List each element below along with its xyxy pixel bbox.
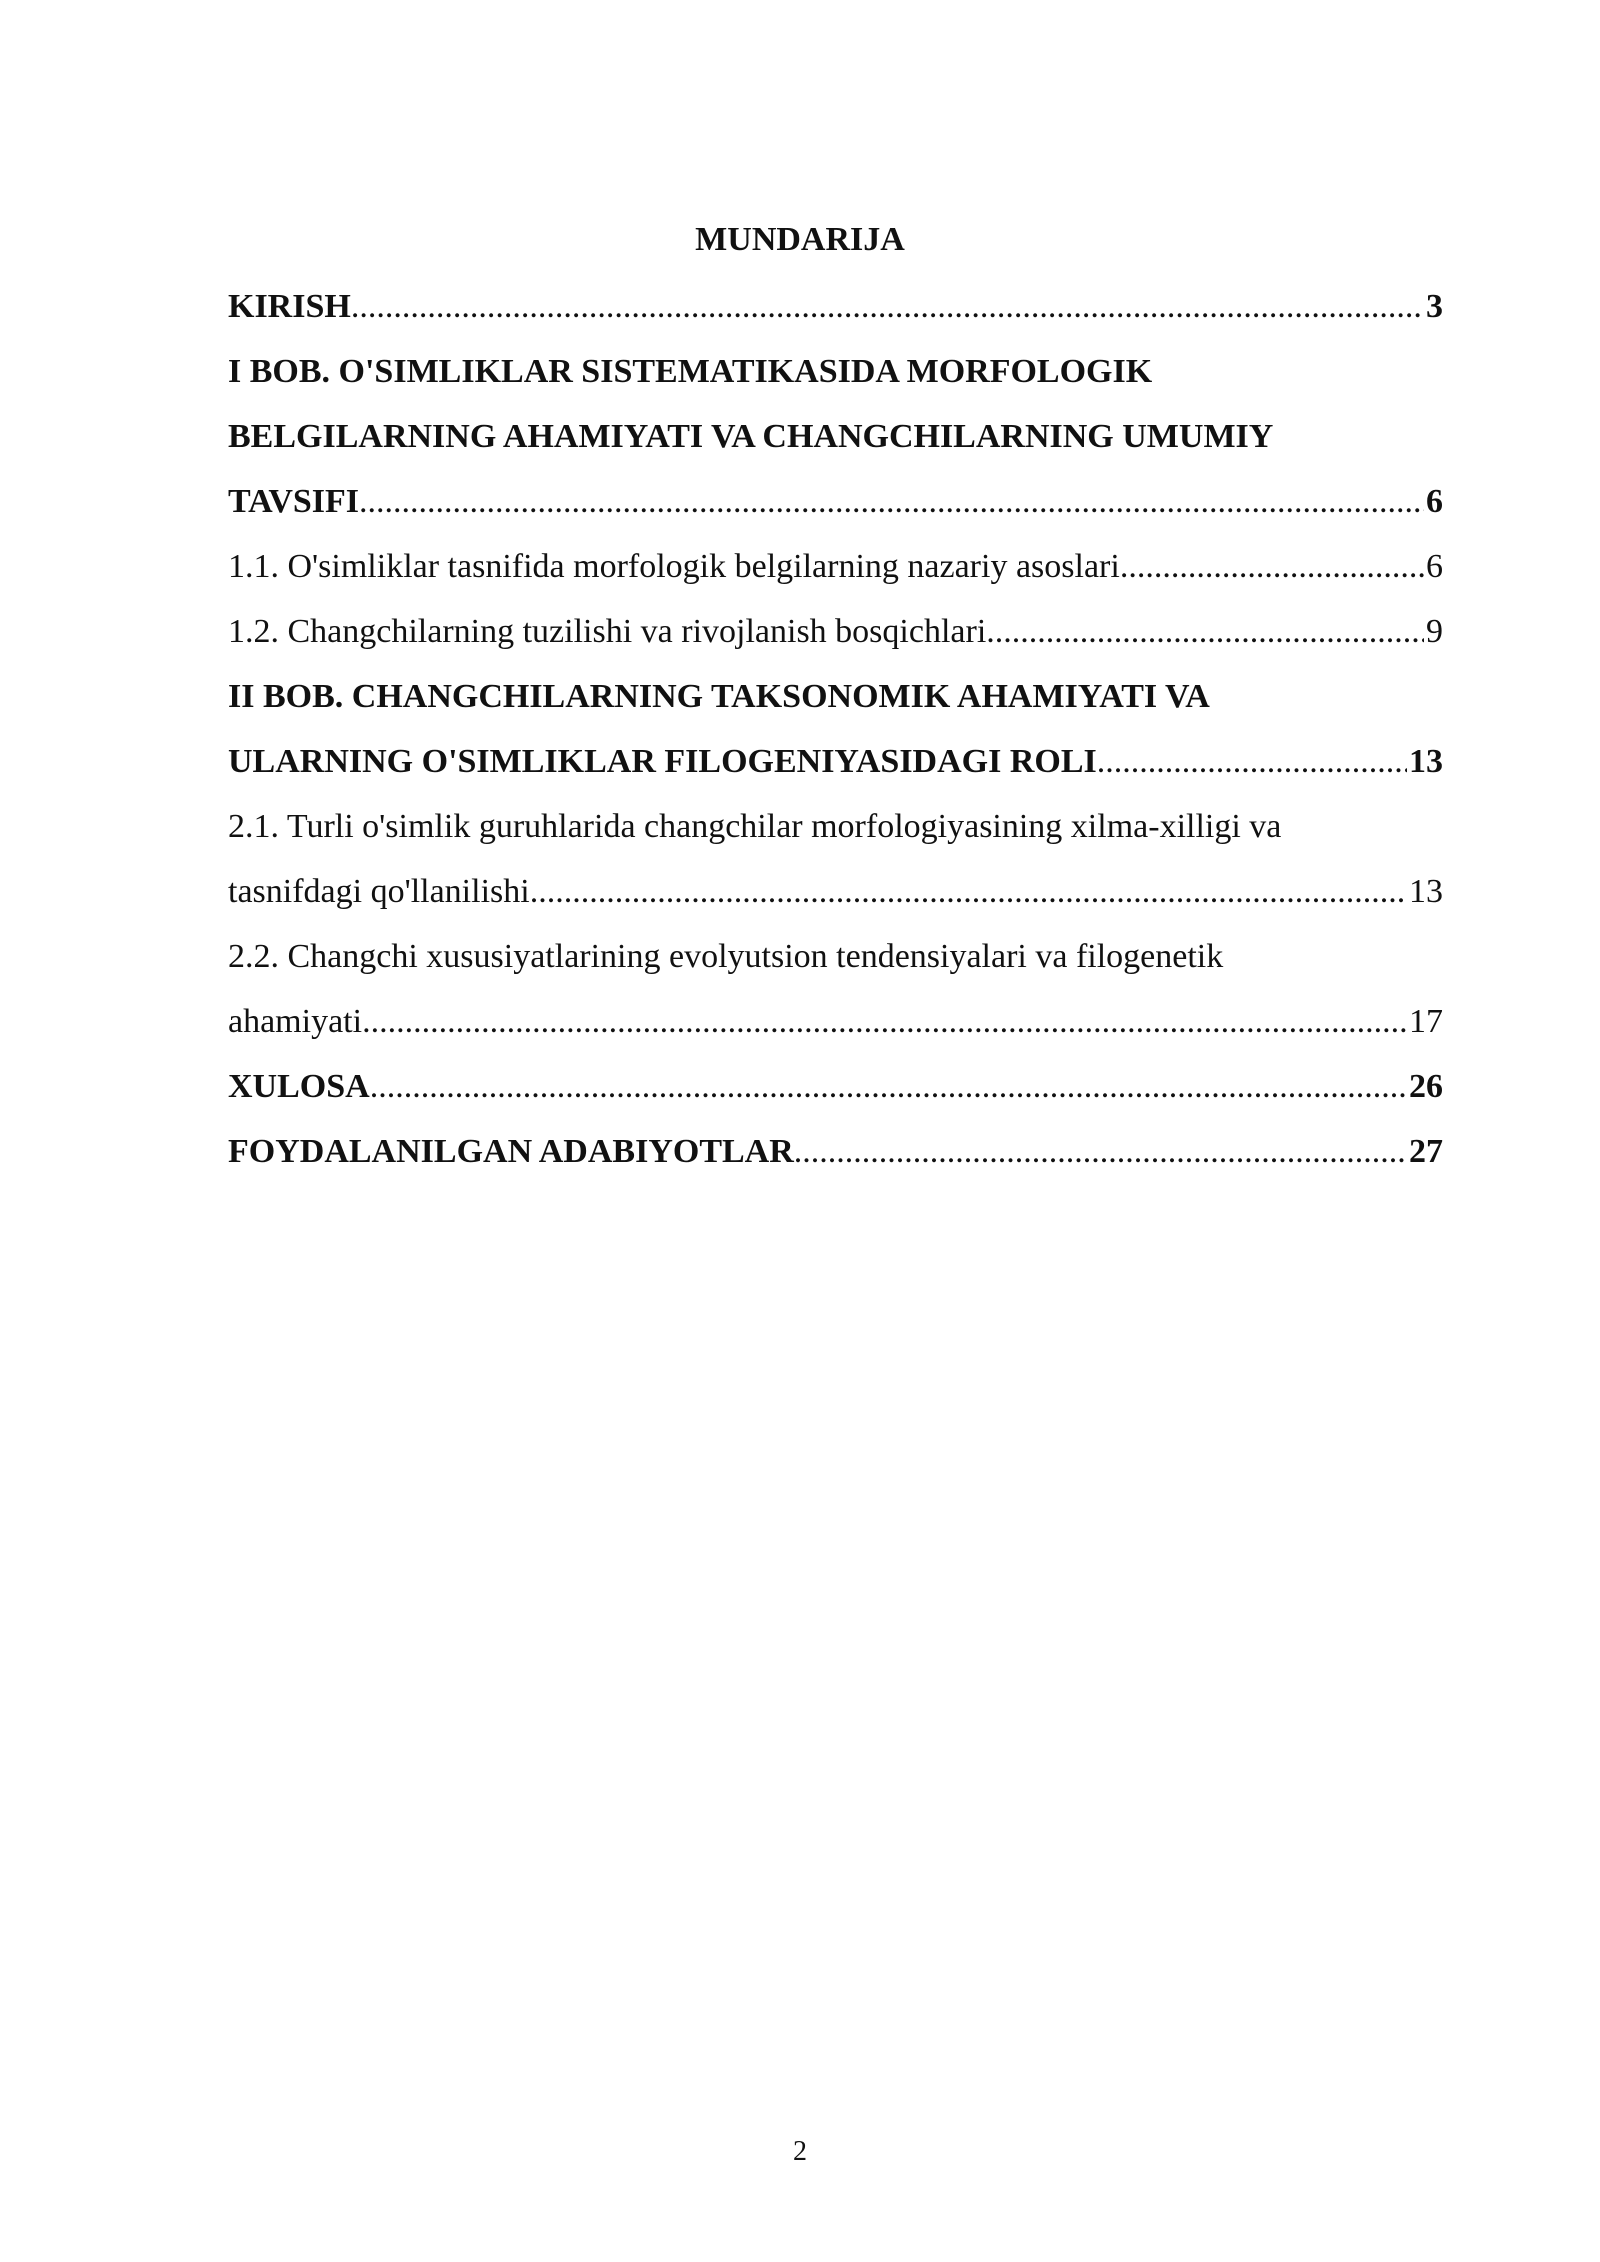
toc-entry-label-line-2: BELGILARNING AHAMIYATI VA CHANGCHILARNING UMUMIY bbox=[228, 418, 1274, 455]
toc-line bbox=[228, 1054, 1443, 1119]
toc-entry-xulosa[interactable] bbox=[228, 1054, 1443, 1119]
table-of-contents bbox=[228, 274, 1443, 1184]
toc-page-number: 17 bbox=[1409, 1003, 1443, 1040]
dot-leader bbox=[351, 274, 1424, 339]
toc-entry-label-line-3: TAVSIFI bbox=[228, 483, 360, 520]
toc-line bbox=[228, 469, 1443, 534]
toc-line bbox=[228, 534, 1443, 599]
toc-page-number: 9 bbox=[1426, 613, 1443, 650]
toc-title: MUNDARIJA bbox=[695, 221, 905, 258]
toc-entry-label: XULOSA bbox=[228, 1068, 370, 1105]
toc-page-number: 6 bbox=[1426, 548, 1443, 585]
toc-entry-label: 1.1. O'simliklar tasnifida morfologik belgilarning nazariy asoslari bbox=[228, 548, 1120, 585]
toc-entry-section-2-2[interactable] bbox=[228, 924, 1443, 1054]
toc-entry-label-line-2: ahamiyati bbox=[228, 1003, 363, 1040]
dot-leader bbox=[794, 1119, 1407, 1184]
toc-entry-label-line-2: tasnifdagi qo'llanilishi bbox=[228, 873, 530, 910]
toc-page-number: 6 bbox=[1426, 483, 1443, 520]
dot-leader bbox=[986, 599, 1424, 664]
dot-leader bbox=[530, 859, 1407, 924]
toc-entry-label-line-1: II BOB. CHANGCHILARNING TAKSONOMIK AHAMIYATI VA bbox=[228, 678, 1210, 715]
dot-leader bbox=[370, 1054, 1407, 1119]
toc-entry-label-line-1: 2.2. Changchi xususiyatlarining evolyutsion tendensiyalari va filogenetik bbox=[228, 938, 1224, 975]
toc-line bbox=[228, 859, 1443, 924]
toc-entry-label: 1.2. Changchilarning tuzilishi va rivojlanish bosqichlari bbox=[228, 613, 987, 650]
page-number: 2 bbox=[793, 2136, 807, 2167]
toc-line bbox=[228, 729, 1443, 794]
toc-line bbox=[228, 599, 1443, 664]
toc-line bbox=[228, 1119, 1443, 1184]
dot-leader bbox=[1120, 534, 1424, 599]
toc-entry-chapter-2[interactable] bbox=[228, 664, 1443, 794]
dot-leader bbox=[359, 469, 1424, 534]
toc-page-number: 13 bbox=[1409, 743, 1443, 780]
toc-line bbox=[228, 989, 1443, 1054]
toc-page-number: 27 bbox=[1409, 1133, 1443, 1170]
toc-entry-adabiyotlar[interactable] bbox=[228, 1119, 1443, 1184]
toc-entry-label: FOYDALANILGAN ADABIYOTLAR bbox=[228, 1133, 794, 1170]
toc-entry-chapter-1[interactable] bbox=[228, 339, 1443, 534]
toc-entry-label: KIRISH bbox=[228, 288, 351, 325]
toc-page-number: 3 bbox=[1426, 288, 1443, 325]
dot-leader bbox=[362, 989, 1407, 1054]
dot-leader bbox=[1097, 729, 1407, 794]
toc-page-number: 26 bbox=[1409, 1068, 1443, 1105]
toc-page-number: 13 bbox=[1409, 873, 1443, 910]
toc-entry-section-1-2[interactable] bbox=[228, 599, 1443, 664]
toc-entry-kirish[interactable] bbox=[228, 274, 1443, 339]
toc-line bbox=[228, 274, 1443, 339]
toc-entry-label-line-1: I BOB. O'SIMLIKLAR SISTEMATIKASIDA MORFOLOGIK bbox=[228, 353, 1153, 390]
toc-entry-section-1-1[interactable] bbox=[228, 534, 1443, 599]
toc-entry-label-line-2: ULARNING O'SIMLIKLAR FILOGENIYASIDAGI ROLI bbox=[228, 743, 1097, 780]
toc-entry-label-line-1: 2.1. Turli o'simlik guruhlarida changchilar morfologiyasining xilma-xilligi va bbox=[228, 808, 1282, 845]
toc-entry-section-2-1[interactable] bbox=[228, 794, 1443, 924]
